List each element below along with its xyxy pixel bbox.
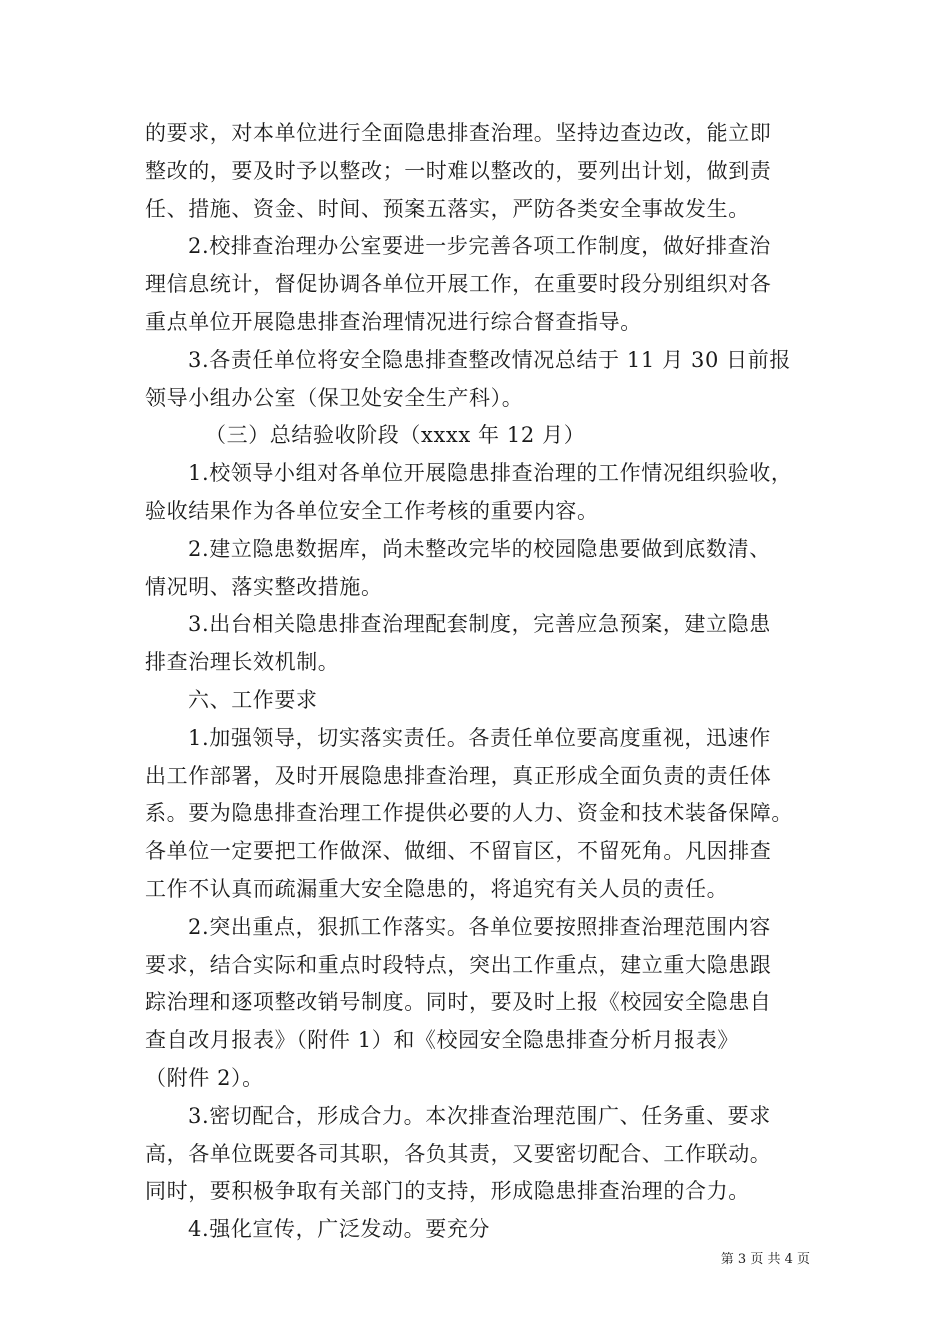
text-line: 领导小组办公室（保卫处安全生产科）。 <box>145 385 524 410</box>
text-line: 2.校排查治理办公室要进一步完善各项工作制度，做好排查治 <box>188 234 771 259</box>
text-line: 要求，结合实际和重点时段特点，突出工作重点，建立重大隐患跟 <box>145 952 772 977</box>
text-line: 的要求，对本单位进行全面隐患排查治理。坚持边查边改，能立即 <box>145 121 772 145</box>
text-line: 系。要为隐患排查治理工作提供必要的人力、资金和技术装备保障。 <box>145 801 793 826</box>
text-line: 2.建立隐患数据库，尚未整改完毕的校园隐患要做到底数清、 <box>188 536 771 561</box>
document-body <box>145 115 815 1249</box>
text-line: 工作不认真而疏漏重大安全隐患的，将追究有关人员的责任。 <box>145 876 729 901</box>
text-line: 3.各责任单位将安全隐患排查整改情况总结于 11 月 30 日前报 <box>188 347 791 372</box>
text-line: 3.密切配合，形成合力。本次排查治理范围广、任务重、要求 <box>188 1103 771 1128</box>
text-line: 高，各单位既要各司其职，各负其责，又要密切配合、工作联动。 <box>145 1141 772 1166</box>
text-line: 任、措施、资金、时间、预案五落实，严防各类安全事故发生。 <box>145 196 750 221</box>
text-line: 整改的，要及时予以整改；一时难以整改的，要列出计划，做到责 <box>145 158 772 183</box>
text-line: 1.加强领导，切实落实责任。各责任单位要高度重视，迅速作 <box>188 725 771 750</box>
text-line: 2.突出重点，狠抓工作落实。各单位要按照排查治理范围内容 <box>188 914 771 939</box>
text-line: 同时，要积极争取有关部门的支持，形成隐患排查治理的合力。 <box>145 1179 750 1204</box>
text-line: 3.出台相关隐患排查治理配套制度，完善应急预案，建立隐患 <box>188 612 771 637</box>
text-line: 4.强化宣传，广泛发动。要充分 <box>188 1217 491 1242</box>
text-line: 查自改月报表》（附件 1）和《校园安全隐患排查分析月报表》 <box>145 1028 739 1053</box>
text-line: 六、工作要求 <box>188 687 318 712</box>
text-line: 各单位一定要把工作做深、做细、不留盲区，不留死角。凡因排查 <box>145 839 772 864</box>
text-line: 踪治理和逐项整改销号制度。同时，要及时上报《校园安全隐患自 <box>145 990 772 1015</box>
text-line: 重点单位开展隐患排查治理情况进行综合督查指导。 <box>145 309 642 334</box>
text-line: 情况明、落实整改措施。 <box>145 574 383 599</box>
page-number: 第 3 页 共 4 页 <box>720 1252 810 1267</box>
text-line: 理信息统计，督促协调各单位开展工作，在重要时段分别组织对各 <box>145 272 772 297</box>
text-line: 验收结果作为各单位安全工作考核的重要内容。 <box>145 498 599 523</box>
text-line: （三）总结验收阶段（xxxx 年 12 月） <box>205 423 586 448</box>
text-line: 排查治理长效机制。 <box>145 650 340 675</box>
text-line: 出工作部署，及时开展隐患排查治理，真正形成全面负责的责任体 <box>145 763 772 788</box>
text-line: 1.校领导小组对各单位开展隐患排查治理的工作情况组织验收， <box>188 461 793 486</box>
text-line: （附件 2）。 <box>145 1065 264 1090</box>
